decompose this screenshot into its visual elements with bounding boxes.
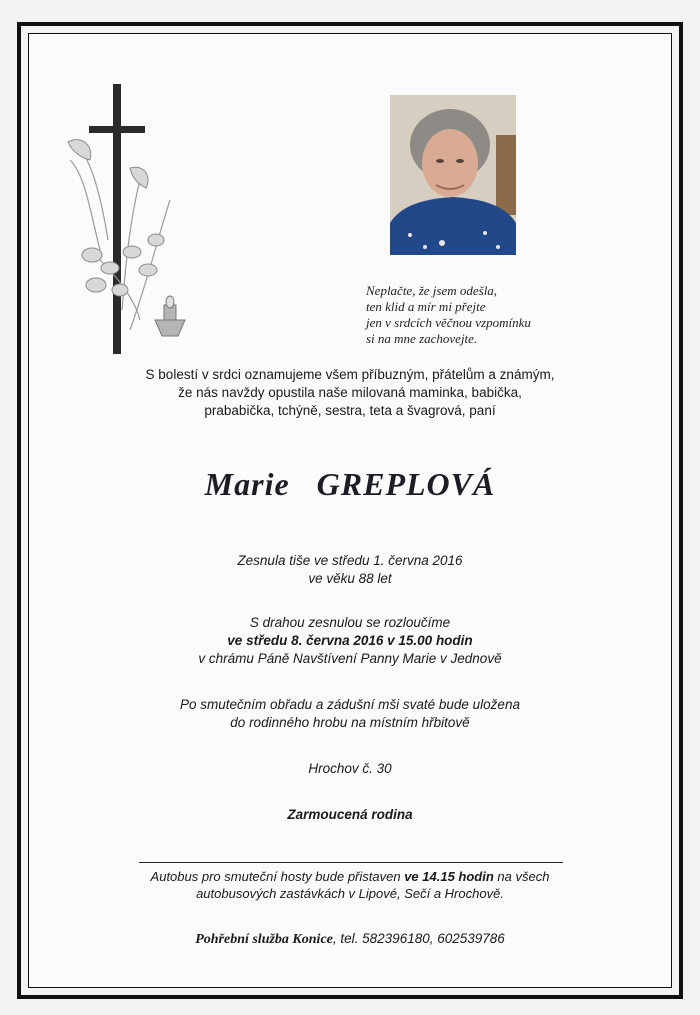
bus-line-2: autobusových zastávkách v Lipové, Sečí a Hrochově.: [196, 886, 504, 901]
bus-text: Autobus pro smuteční hosty bude přistaven: [150, 869, 405, 884]
bus-text-end: na všech: [493, 869, 550, 884]
footer: [28, 930, 672, 948]
deceased-name: [28, 466, 672, 503]
funeral-service-name: Pohřební služba Konice: [195, 932, 333, 947]
poem-line: jen v srdcích věčnou vzpomínku: [366, 315, 531, 330]
first-name: Marie: [204, 466, 290, 502]
death-line: ve věku 88 let: [308, 571, 392, 586]
poem-line: ten klid a mír mi přejte: [366, 299, 486, 314]
poem-line: si na mne zachovejte.: [366, 331, 478, 346]
portrait-photo: [390, 95, 516, 255]
intro-line: S bolestí v srdci oznamujeme všem příbuzným, přátelům a známým,: [145, 367, 555, 382]
announcement-intro: [28, 366, 672, 420]
farewell-line: S drahou zesnulou se rozloučíme: [249, 615, 451, 630]
funeral-service-contact: , tel. 582396180, 602539786: [332, 931, 505, 946]
bus-line-1: [28, 868, 672, 885]
intro-line: prababička, tchýně, sestra, teta a švagrová, paní: [204, 403, 496, 418]
death-line: Zesnula tiše ve středu 1. června 2016: [237, 553, 463, 568]
poem: [366, 283, 531, 347]
death-info: [28, 552, 672, 588]
farewell-date: ve středu 8. června 2016 v 15.00 hodin: [227, 633, 473, 648]
burial-line: do rodinného hrobu na místním hřbitově: [230, 715, 470, 730]
address: Hrochov č. 30: [308, 761, 392, 776]
burial-info: [28, 696, 672, 732]
poem-line: Neplačte, že jsem odešla,: [366, 283, 498, 298]
bus-info: [28, 868, 672, 902]
last-name: GREPLOVÁ: [316, 466, 496, 502]
cross-with-lilies-icon: [60, 80, 200, 360]
farewell-info: [28, 614, 672, 668]
divider-line: [139, 862, 563, 863]
family-signature: Zarmoucená rodina: [287, 807, 413, 822]
burial-line: Po smutečním obřadu a zádušní mši svaté bude uložena: [180, 697, 520, 712]
bus-time: ve 14.15 hodin: [404, 869, 494, 884]
farewell-place: v chrámu Páně Navštívení Panny Marie v Jednově: [198, 651, 502, 666]
portrait-silhouette: [390, 95, 516, 255]
intro-line: že nás navždy opustila naše milovaná maminka, babička,: [178, 385, 522, 400]
